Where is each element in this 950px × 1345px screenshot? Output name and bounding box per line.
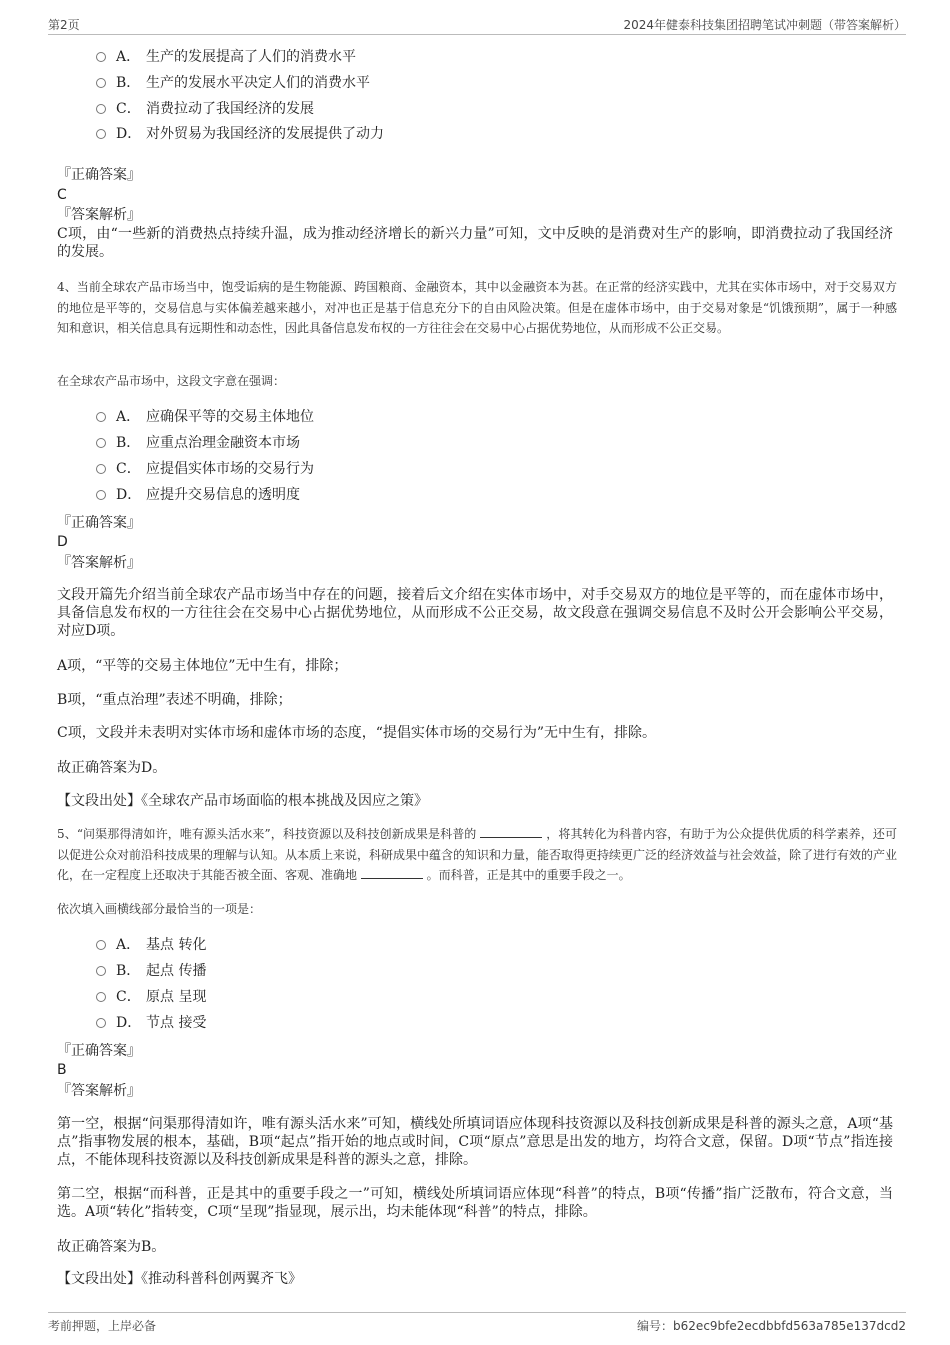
- radio-icon[interactable]: [96, 992, 106, 1002]
- fill-blank-1: [480, 827, 542, 838]
- q5-option-c[interactable]: C． 原点 呈现: [96, 987, 206, 1007]
- radio-icon[interactable]: [96, 78, 106, 88]
- page-number: 第2页: [48, 18, 80, 32]
- q4-analysis-b: B项，“重点治理”表述不明确，排除；: [57, 692, 292, 708]
- q3-option-a[interactable]: A． 生产的发展提高了人们的消费水平: [96, 47, 356, 67]
- radio-icon[interactable]: [96, 438, 106, 448]
- q4-question: 在全球农产品市场中，这段文字意在强调：: [57, 374, 286, 388]
- q5-answer-label: 『正确答案』: [57, 1043, 141, 1059]
- q3-option-b[interactable]: B． 生产的发展水平决定人们的消费水平: [96, 73, 370, 93]
- q3-analysis: C项，由“一些新的消费热点持续升温，成为推动经济增长的新兴力量”可知，文中反映的是消费对生产的影响，即消费拉动了我国经济的发展。: [57, 226, 893, 260]
- q4-answer: D: [57, 534, 68, 550]
- page-footer: [48, 1312, 906, 1339]
- radio-icon[interactable]: [96, 940, 106, 950]
- q3-option-d[interactable]: D． 对外贸易为我国经济的发展提供了动力: [96, 124, 384, 144]
- q3-answer-label: 『正确答案』: [57, 167, 141, 183]
- q5-option-b[interactable]: B． 起点 传播: [96, 961, 206, 981]
- radio-icon[interactable]: [96, 966, 106, 976]
- q5-analysis-label: 『答案解析』: [57, 1083, 141, 1099]
- q5-analysis-blank-1: 第一空，根据“问渠那得清如许，唯有源头活水来”可知，横线处所填词语应体现科技资源以及科技创新成果是科普的源头之意，A项“基点”指事物发展的根本，基础，B项“起点”指开始的地点或时间，C项“原点”意思是出发的地方，均符合文意，保留。D项“节点”指连接点，不能体现科技资源以及科技创新成果是科普的源头之意，排除。: [57, 1116, 893, 1168]
- page-header: [48, 14, 906, 35]
- q5-source: 【文段出处】《推动科普科创两翼齐飞》: [57, 1271, 302, 1287]
- radio-icon[interactable]: [96, 490, 106, 500]
- q4-stem: 4、当前全球农产品市场当中，饱受诟病的是生物能源、跨国粮商、金融资本，其中以金融资本为甚。在正常的经济实践中，尤其在实体市场中，对于交易双方的地位是平等的，交易信息与实体偏差越来越小，对冲也正是基于信息充分下的自由风险决策。但是在虚体市场中，由于交易对象是“饥饿预期”，属于一种感知和意识，相关信息具有远期性和动态性，因此具备信息发布权的一方往往会在交易中心占据优势地位，从而形成不公正交易。: [57, 280, 897, 335]
- q4-option-d[interactable]: D． 应提升交易信息的透明度: [96, 485, 300, 505]
- q5-analysis-blank-2: 第二空，根据“而科普，正是其中的重要手段之一”可知，横线处所填词语应体现“科普”的特点，B项“传播”指广泛散布，符合文意，当选。A项“转化”指转变，C项“呈现”指显现，展示出，均未能体现“科普”的特点，排除。: [57, 1186, 893, 1220]
- q5-option-a[interactable]: A． 基点 转化: [96, 935, 206, 955]
- q3-option-c[interactable]: C． 消费拉动了我国经济的发展: [96, 99, 314, 119]
- q4-source: 【文段出处】《全球农产品市场面临的根本挑战及因应之策》: [57, 793, 428, 809]
- document-code: 编号：b62ec9bfe2ecdbbfd563a785e137dcd2: [637, 1319, 906, 1333]
- q5-answer: B: [57, 1062, 67, 1078]
- radio-icon[interactable]: [96, 104, 106, 114]
- q4-option-c[interactable]: C． 应提倡实体市场的交易行为: [96, 459, 314, 479]
- radio-icon[interactable]: [96, 1018, 106, 1028]
- q4-conclusion: 故正确答案为D。: [57, 760, 167, 776]
- radio-icon[interactable]: [96, 129, 106, 139]
- radio-icon[interactable]: [96, 464, 106, 474]
- q3-answer: C: [57, 187, 67, 203]
- q5-question: 依次填入画横线部分最恰当的一项是：: [57, 902, 262, 916]
- q4-answer-label: 『正确答案』: [57, 515, 141, 531]
- fill-blank-2: [361, 868, 423, 879]
- q5-option-d[interactable]: D． 节点 接受: [96, 1013, 206, 1033]
- q3-analysis-label: 『答案解析』: [57, 207, 141, 223]
- q4-analysis-label: 『答案解析』: [57, 555, 141, 571]
- q4-analysis-a: A项，“平等的交易主体地位”无中生有，排除；: [57, 658, 348, 674]
- document-title: 2024年健泰科技集团招聘笔试冲刺题（带答案解析）: [623, 18, 906, 32]
- q5-stem: 5、“问渠那得清如许，唯有源头活水来”，科技资源以及科技创新成果是科普的 ，将其转化为科普内容，有助于为公众提供优质的科学素养，还可以促进公众对前沿科技成果的理解与认知。从本质上来说，科研成果中蕴含的知识和力量，能否取得更持续更广泛的经济效益与社会效益，除了进行有效的产业化，在一定程度上还取决于其能否被全面、客观、准确地 。而科普，正是其中的重要手段之一。: [57, 827, 898, 882]
- footer-slogan: 考前押题，上岸必备: [48, 1319, 157, 1333]
- q4-option-a[interactable]: A． 应确保平等的交易主体地位: [96, 407, 314, 427]
- radio-icon[interactable]: [96, 412, 106, 422]
- q4-option-b[interactable]: B． 应重点治理金融资本市场: [96, 433, 300, 453]
- q4-analysis-paragraph: 文段开篇先介绍当前全球农产品市场当中存在的问题，接着后文介绍在实体市场中，对手交易双方的地位是平等的，而在虚体市场中，具备信息发布权的一方往往会在交易中心占据优势地位，从而形成不公正交易，故文段意在强调交易信息不及时公开会影响公平交易，对应D项。: [57, 587, 893, 639]
- radio-icon[interactable]: [96, 52, 106, 62]
- q4-analysis-c: C项，文段并未表明对实体市场和虚体市场的态度，“提倡实体市场的交易行为”无中生有，排除。: [57, 725, 657, 741]
- q5-conclusion: 故正确答案为B。: [57, 1239, 166, 1255]
